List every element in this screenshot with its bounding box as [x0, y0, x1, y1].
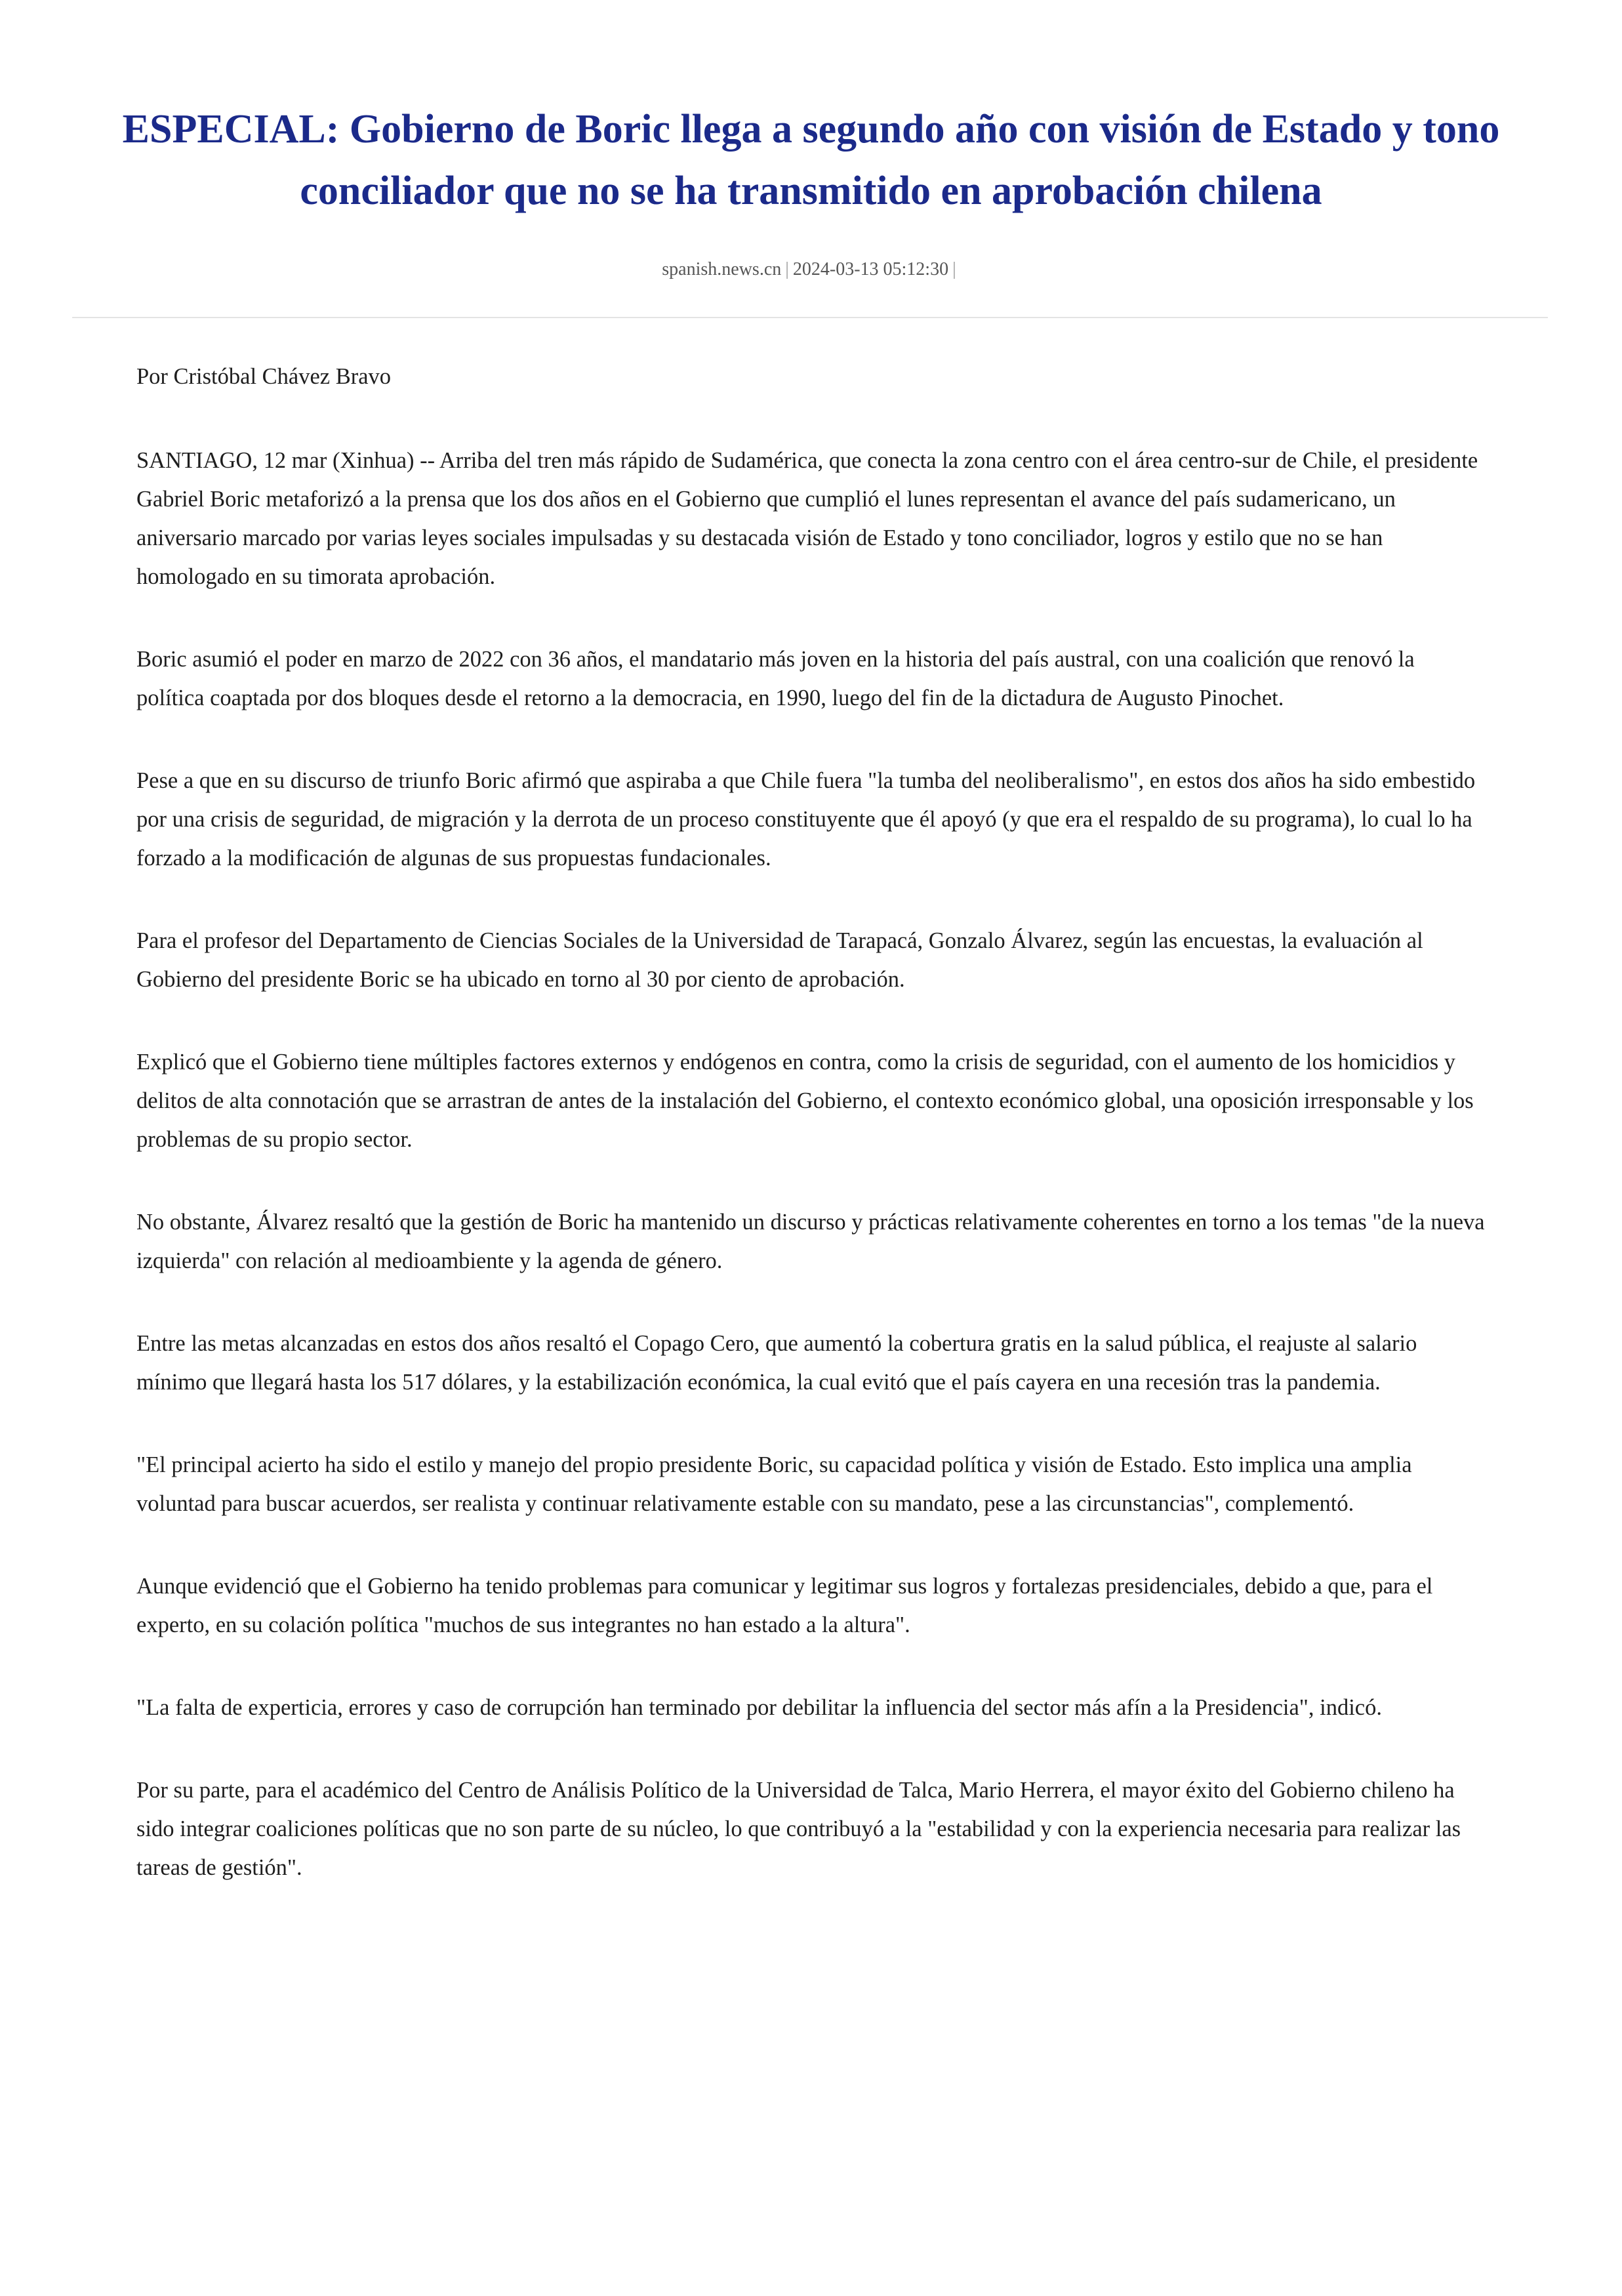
article-paragraph: "La falta de experticia, errores y caso de corrupción han terminado por debilitar la influencia del sector más afín a la Presidencia", indicó.	[136, 1695, 1382, 1720]
article-datetime: 2024-03-13 05:12:30	[792, 259, 949, 279]
article-paragraph: Aunque evidenció que el Gobierno ha tenido problemas para comunicar y legitimar sus logros y fortalezas presidenciales, debido a que, para el experto, en su colación política "muchos de sus integrantes no han estado a la altura".	[136, 1574, 1433, 1637]
article-paragraph: "El principal acierto ha sido el estilo y manejo del propio presidente Boric, su capacidad política y visión de Estado. Esto implica una amplia voluntad para buscar acuerdos, ser realista y continuar relativamente estable con su mandato, pese a las circunstancias", complementó.	[136, 1452, 1412, 1516]
meta-separator-end: |	[952, 259, 956, 279]
article-paragraph: Pese a que en su discurso de triunfo Boric afirmó que aspiraba a que Chile fuera "la tumba del neoliberalismo", en estos dos años ha sido embestido por una crisis de seguridad, de migración y la derrota de un proceso constituyente que él apoyó (y que era el respaldo de su programa), lo cual lo ha forzado a la modificación de algunas de sus propuestas fundacionales.	[136, 768, 1476, 871]
article-byline: Por Cristóbal Chávez Bravo	[136, 364, 392, 389]
article-paragraph: No obstante, Álvarez resaltó que la gestión de Boric ha mantenido un discurso y prácticas relativamente coherentes en torno a los temas "de la nueva izquierda" con relación al medioambiente y la agenda de género.	[136, 1210, 1485, 1273]
article-paragraph: Boric asumió el poder en marzo de 2022 con 36 años, el mandatario más joven en la historia del país austral, con una coalición que renovó la política coaptada por dos bloques desde el retorno a la democracia, en 1990, luego del fin de la dictadura de Augusto Pinochet.	[136, 647, 1415, 710]
header-divider	[72, 317, 1548, 318]
meta-separator: |	[785, 259, 789, 279]
article-paragraph: Explicó que el Gobierno tiene múltiples factores externos y endógenos en contra, como la crisis de seguridad, con el aumento de los homicidios y delitos de alta connotación que se arrastran de antes de la instalación del Gobierno, el contexto económico global, una oposición irresponsable y los problemas de su propio sector.	[136, 1050, 1474, 1152]
article-title: ESPECIAL: Gobierno de Boric llega a segundo año con visión de Estado y tono conciliador que no se ha transmitido en aprobación chilena	[122, 107, 1500, 213]
article-paragraph: Entre las metas alcanzadas en estos dos años resaltó el Copago Cero, que aumentó la cobertura gratis en la salud pública, el reajuste al salario mínimo que llegará hasta los 517 dólares, y la estabilización económica, la cual evitó que el país cayera en una recesión tras la pandemia.	[136, 1331, 1417, 1395]
article-source[interactable]: spanish.news.cn	[662, 259, 782, 279]
article-paragraph: Para el profesor del Departamento de Ciencias Sociales de la Universidad de Tarapacá, Gonzalo Álvarez, según las encuestas, la evaluación al Gobierno del presidente Boric se ha ubicado en torno al 30 por ciento de aprobación.	[136, 928, 1423, 992]
article-meta	[0, 258, 1622, 281]
article-paragraph: Por su parte, para el académico del Centro de Análisis Político de la Universidad de Talca, Mario Herrera, el mayor éxito del Gobierno chileno ha sido integrar coaliciones políticas que no son parte de su núcleo, lo que contribuyó a la "estabilidad y con la experiencia necesaria para realizar las tareas de gestión".	[136, 1778, 1461, 1880]
article-paragraph: SANTIAGO, 12 mar (Xinhua) -- Arriba del tren más rápido de Sudamérica, que conecta la zona centro con el área centro-sur de Chile, el presidente Gabriel Boric metaforizó a la prensa que los dos años en el Gobierno que cumplió el lunes representan el avance del país sudamericano, un aniversario marcado por varias leyes sociales impulsadas y su destacada visión de Estado y tono conciliador, logros y estilo que no se han homologado en su timorata aprobación.	[136, 448, 1478, 589]
article-body	[136, 358, 1488, 1931]
